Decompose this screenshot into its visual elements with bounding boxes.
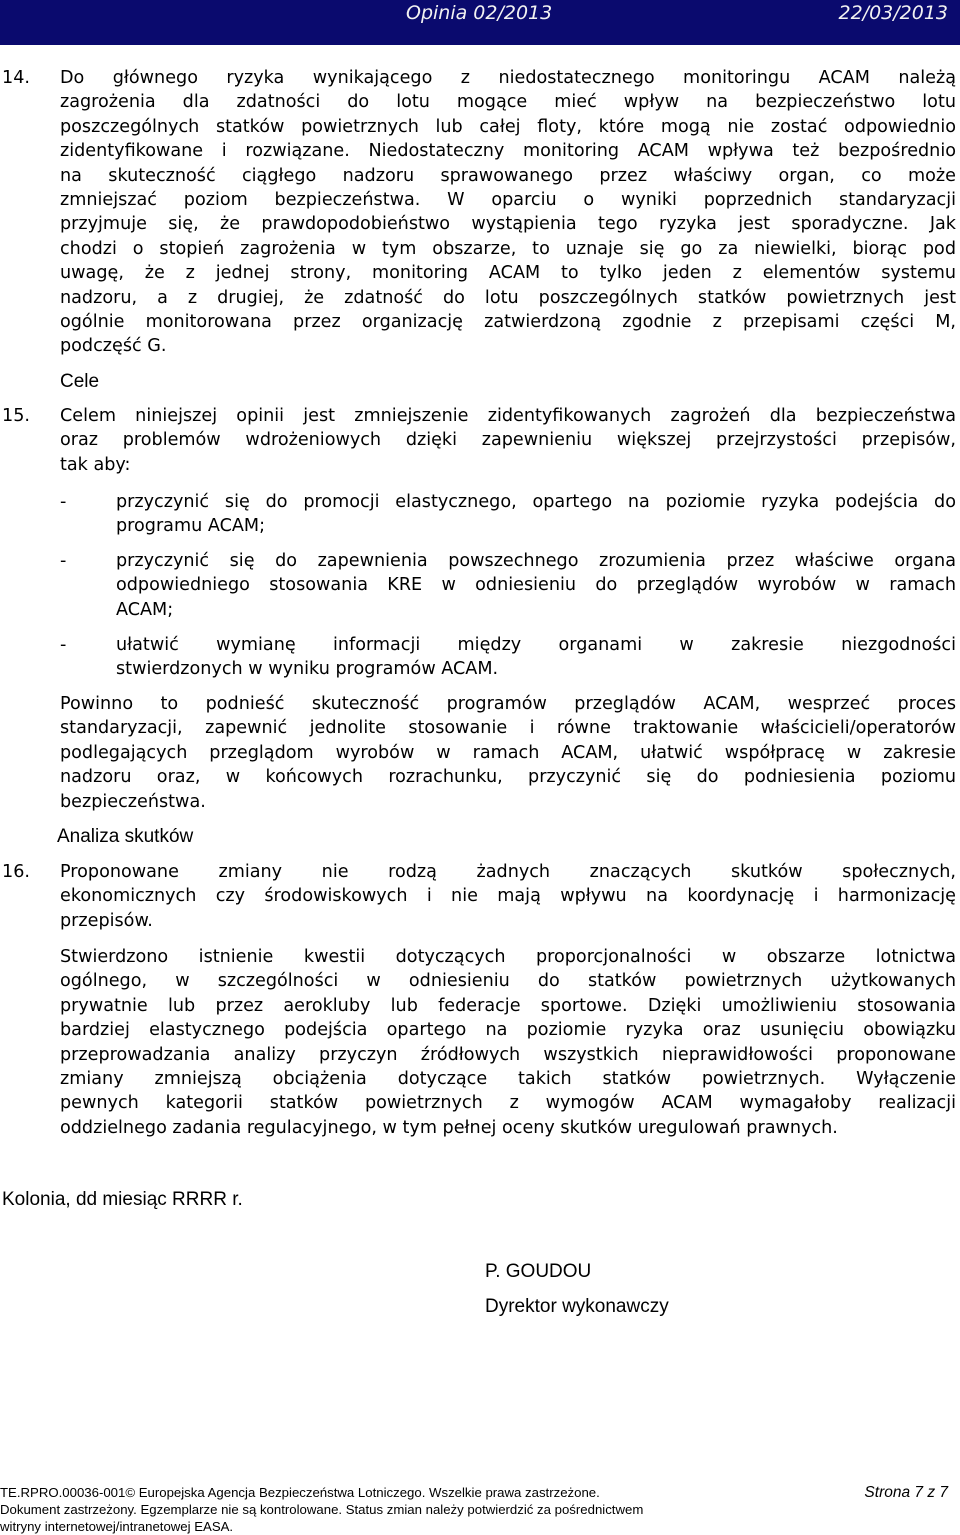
text-line: pewnych kategorii statków powietrznych z wymogów ACAM wymagałoby realizacji [60,1093,956,1114]
text-line: Do głównego ryzyka wynikającego z niedostatecznego monitoringu ACAM należą [60,68,956,88]
footer-line: witryny internetowej/intranetowej EASA. [0,1519,234,1534]
text-line: stwierdzonych w wyniku programów ACAM. [116,659,499,680]
text-line: tak aby: [60,454,131,475]
footer-line: Dokument zastrzeżony. Egzemplarze nie są kontrolowane. Status zmian należy potwierdzić za pośrednictwem [0,1502,644,1517]
paragraph-number-15: 15. [2,406,30,426]
text-line: zidentyfikowane i rozwiązane. Niedostateczny monitoring ACAM wpływa też bezpośrednio [60,141,956,162]
footer-line: TE.RPRO.00036-001© Europejska Agencja Bezpieczeństwa Lotniczego. Wszelkie prawa zastrzeżone. [0,1485,600,1500]
place-and-date: Kolonia, dd miesiąc RRRR r. [2,1189,243,1210]
text-line: poszczególnych statków powietrznych lub całej floty, które mogą nie zostać odpowiednio [60,116,956,137]
paragraph-number-14: 14. [2,68,30,88]
text-line: standaryzacji, zapewnić jednolite stosowanie i równe traktowanie właścicieli/operatorów [60,718,956,739]
bullet-dash: - [60,492,67,512]
opinion-number: Opinia 02/2013 [406,2,553,24]
text-line: prywatnie lub przez aerokluby lub federacje sportowe. Dzięki umożliwieniu stosowania [60,995,956,1016]
text-line: bezpieczeństwa. [60,791,206,812]
bullet-item [116,490,956,539]
text-line: przyjmuje się, że prawdopodobieństwo wystąpienia tego ryzyka jest sporadyczne. Jak [60,214,956,235]
text-line: przyczynić się do promocji elastycznego, opartego na poziomie ryzyka podejścia do [116,492,956,512]
text-line: oddzielnego zadania regulacyjnego, w tym pełnej oceny skutków uregulowań prawnych. [60,1117,838,1138]
text-line: oraz problemów wdrożeniowych dzięki zapewnieniu większej przejrzystości przepisów, [60,430,956,451]
footer-notice [0,1484,830,1535]
signatory-name: P. GOUDOU [485,1261,592,1282]
footer-divider [0,1481,960,1482]
text-line: nadzoru oraz, w końcowych rozrachunku, przyczynić się do podniesienia poziomu [60,767,956,788]
page-number: Strona 7 z 7 [864,1484,948,1501]
text-line: nadzoru, a z drugiej, że zdatność do lotu poszczególnych statków powietrznych jest [60,287,956,308]
text-line: ACAM; [116,599,174,620]
text-line: przeprowadzania analizy przyczyn źródłowych wszystkich nieprawidłowości proponowane [60,1044,956,1065]
text-line: zmiany zmniejszą obciążenia dotyczące takich statków powietrznych. Wyłączenie [60,1069,956,1090]
signatory-title: Dyrektor wykonawczy [485,1296,669,1317]
text-line: ogólnie monitorowana przez organizację zatwierdzoną zgodnie z przepisami części M, [60,312,956,333]
text-line: przepisów. [60,910,153,931]
text-line: na skuteczność ciągłego nadzoru sprawowanego przez właściwy organ, co może [60,165,956,186]
text-line: podlegających przeglądom wyrobów w ramach ACAM, ułatwić współpracę w zakresie [60,742,956,763]
text-line: przyczynić się do zapewnienia powszechnego zrozumienia przez właściwe organa [116,551,956,571]
text-line: programu ACAM; [116,516,265,537]
paragraph-15-continued [60,692,956,814]
text-line: Stwierdzono istnienie kwestii dotyczących proporcjonalności w obszarze lotnictwa [60,947,956,967]
text-line: ogólnego, w szczególności w odniesieniu do statków powietrznych użytkowanych [60,971,956,992]
text-line: Proponowane zmiany nie rodzą żadnych znaczących skutków społecznych, [60,862,956,882]
text-line: ułatwić wymianę informacji między organami w zakresie niezgodności [116,635,956,655]
paragraph-16 [60,860,956,933]
section-heading-impact-assessment: Analiza skutków [57,826,194,847]
paragraph-14 [60,66,956,359]
paragraph-16-continued [60,945,956,1140]
text-line: bardziej elastycznego podejścia opartego na poziomie ryzyka oraz usunięciu obowiązku [60,1020,956,1041]
bullet-item [116,549,956,622]
bullet-dash: - [60,635,67,655]
bullet-item [116,633,956,682]
text-line: Powinno to podnieść skuteczność programów przeglądów ACAM, wesprzeć proces [60,694,956,714]
text-line: odpowiedniego stosowania KRE w odniesieniu do przeglądów wyrobów w ramach [116,575,956,596]
text-line: Celem niniejszej opinii jest zmniejszenie zidentyfikowanych zagrożeń dla bezpieczeństwa [60,406,956,426]
document-header [0,0,960,45]
text-line: podczęść G. [60,336,167,357]
section-heading-objectives: Cele [60,371,100,392]
paragraph-15 [60,404,956,477]
text-line: zmniejszać poziom bezpieczeństwa. W oparciu o wyniki poprzednich standaryzacji [60,190,956,211]
header-date: 22/03/2013 [838,2,948,24]
text-line: chodzi o stopień zagrożenia w tym obszarze, to uznaje się go za niewielki, biorąc pod [60,238,956,259]
text-line: zagrożenia dla zdatności do lotu mogące mieć wpływ na bezpieczeństwo lotu [60,92,956,113]
paragraph-number-16: 16. [2,862,30,882]
text-line: uwagę, że z jednej strony, monitoring ACAM to tylko jeden z elementów systemu [60,263,956,284]
text-line: ekonomicznych czy środowiskowych i nie mają wpływu na koordynację i harmonizację [60,886,956,907]
bullet-dash: - [60,551,67,571]
